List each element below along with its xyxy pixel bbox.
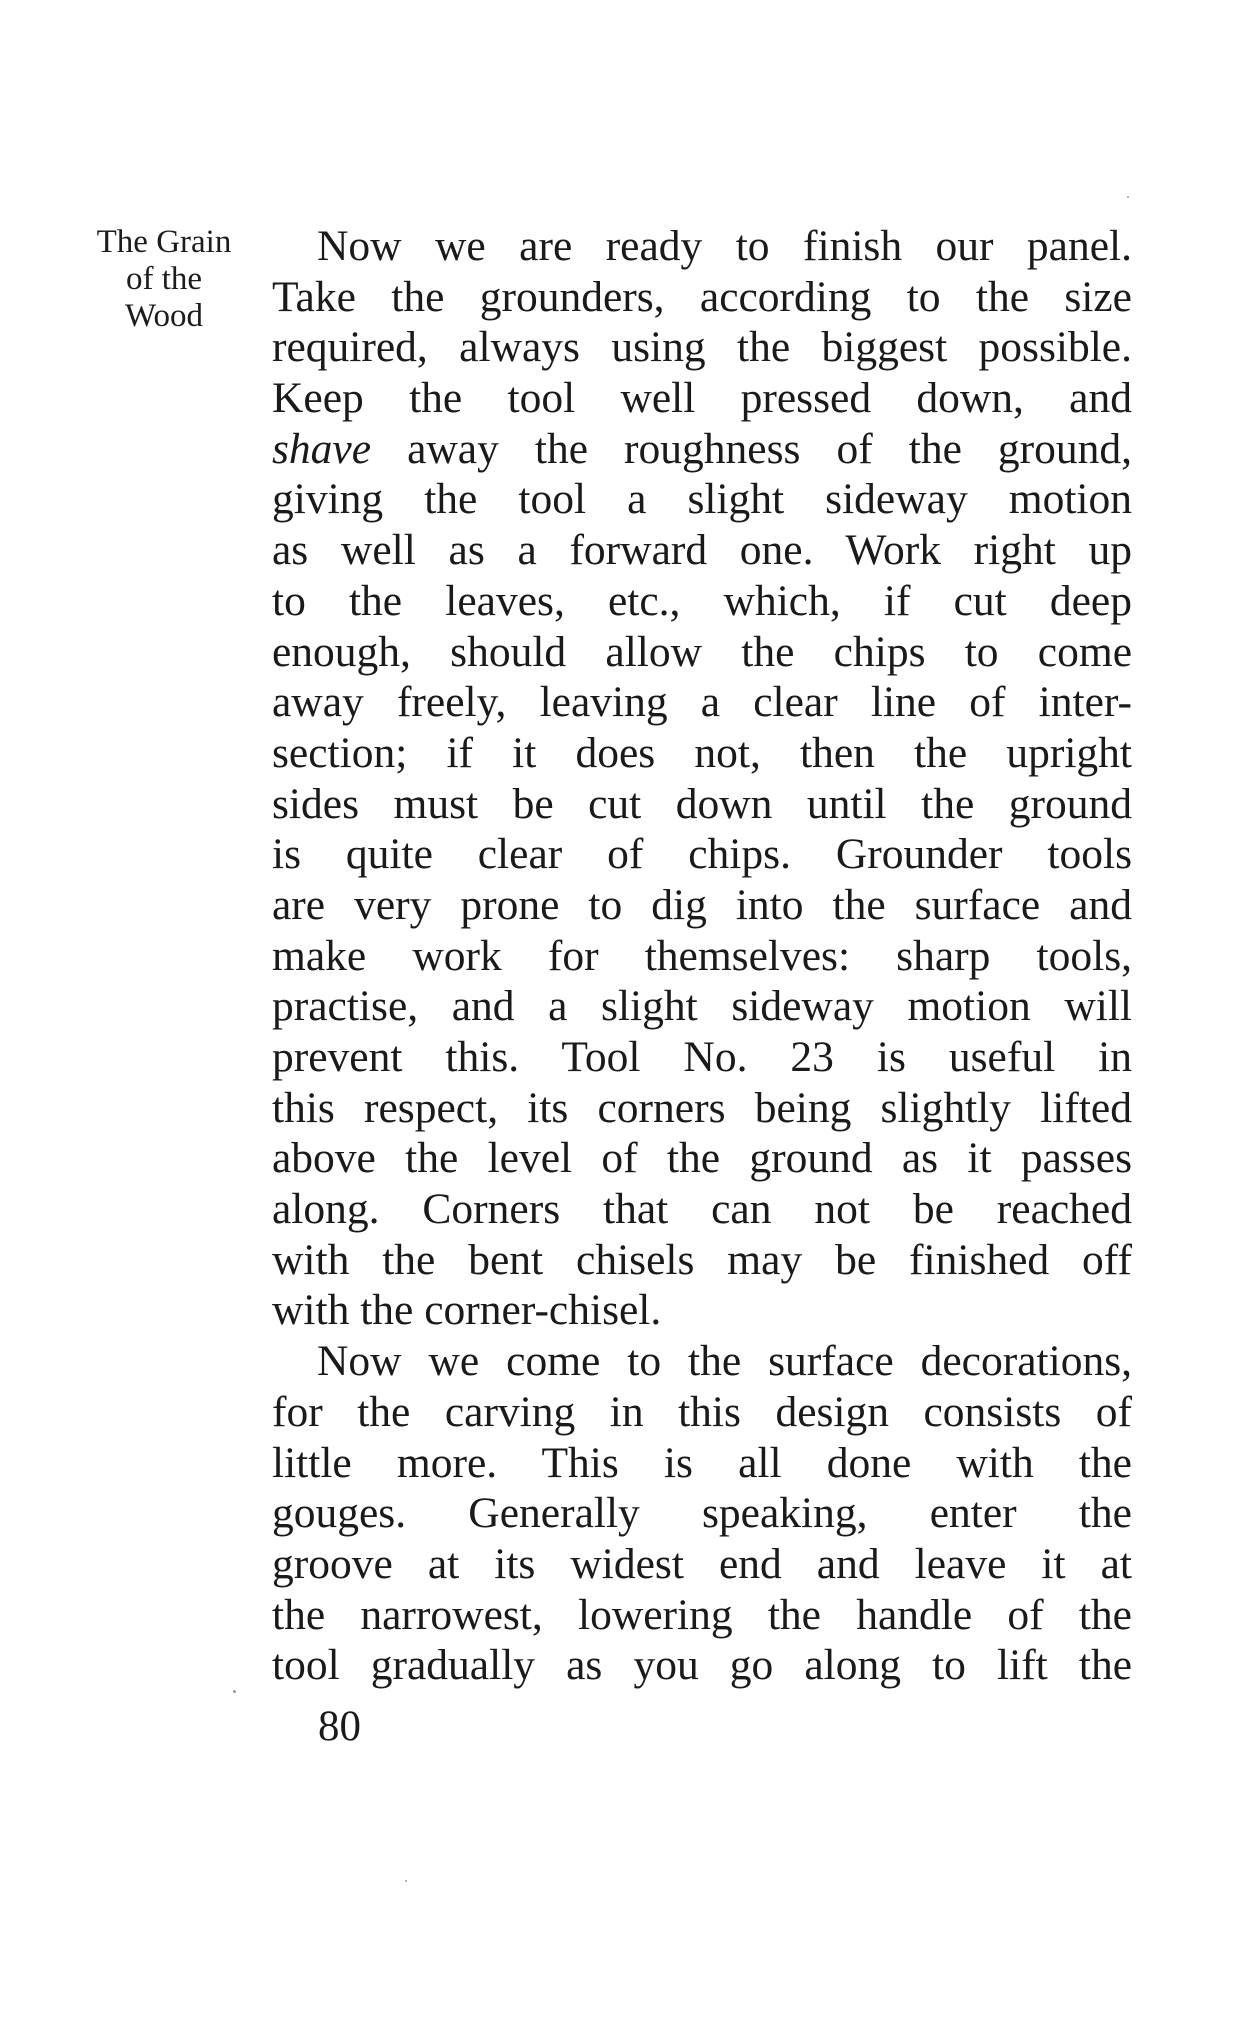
margin-note-line: The Grain <box>96 224 232 260</box>
text-line: along. Corners that can not be reached <box>272 1185 1132 1234</box>
margin-note-line: Wood <box>124 298 203 334</box>
text-line: prevent this. Tool No. 23 is useful in <box>272 1033 1132 1081</box>
text-line-rest: away the roughness of the ground, <box>407 424 1133 473</box>
text-line: sides must be cut down until the ground <box>272 779 1132 828</box>
paper-speck <box>1127 196 1129 198</box>
margin-note <box>64 224 264 335</box>
text-line: above the level of the ground as it passes <box>272 1134 1132 1183</box>
paper-speck <box>233 1690 236 1693</box>
text-line: enough, should allow the chips to come <box>272 627 1132 676</box>
paper-speck <box>405 1880 407 1882</box>
text-line: little more. This is all done with the <box>272 1438 1132 1487</box>
text-line: groove at its widest end and leave it at <box>272 1539 1132 1588</box>
text-line: Now we come to the surface decorations, <box>317 1337 1132 1386</box>
text-line: required, always using the biggest possible. <box>272 323 1132 372</box>
text-line: practise, and a slight sideway motion will <box>272 982 1132 1031</box>
paragraph-1 <box>272 221 1132 1336</box>
body-text <box>272 221 1132 1691</box>
text-line: away freely, leaving a clear line of inter- <box>272 678 1132 727</box>
text-line: section; if it does not, then the upright <box>272 728 1132 777</box>
text-line: tool gradually as you go along to lift the <box>272 1641 1132 1690</box>
emphasized-word: shave <box>272 424 372 473</box>
text-line: this respect, its corners being slightly lifted <box>272 1083 1132 1132</box>
text-line: make work for themselves: sharp tools, <box>272 931 1132 980</box>
text-line <box>272 424 1132 475</box>
text-line: Now we are ready to finish our panel. <box>317 222 1132 270</box>
text-line: to the leaves, etc., which, if cut deep <box>272 576 1132 625</box>
text-line: as well as a forward one. Work right up <box>272 526 1132 575</box>
text-line: gouges. Generally speaking, enter the <box>272 1489 1132 1538</box>
page-number: 80 <box>318 1703 361 1750</box>
text-line: are very prone to dig into the surface and <box>272 880 1132 929</box>
text-line: with the corner-chisel. <box>272 1286 662 1335</box>
margin-note-line: of the <box>125 261 203 297</box>
text-line: is quite clear of chips. Grounder tools <box>272 830 1132 879</box>
paragraph-2 <box>272 1336 1132 1691</box>
text-line: Keep the tool well pressed down, and <box>272 374 1132 423</box>
text-line: Take the grounders, according to the size <box>272 272 1132 321</box>
text-line: the narrowest, lowering the handle of the <box>272 1590 1132 1639</box>
text-line: for the carving in this design consists of <box>272 1387 1132 1436</box>
text-line: giving the tool a slight sideway motion <box>272 475 1132 524</box>
text-line: with the bent chisels may be finished off <box>272 1235 1132 1284</box>
